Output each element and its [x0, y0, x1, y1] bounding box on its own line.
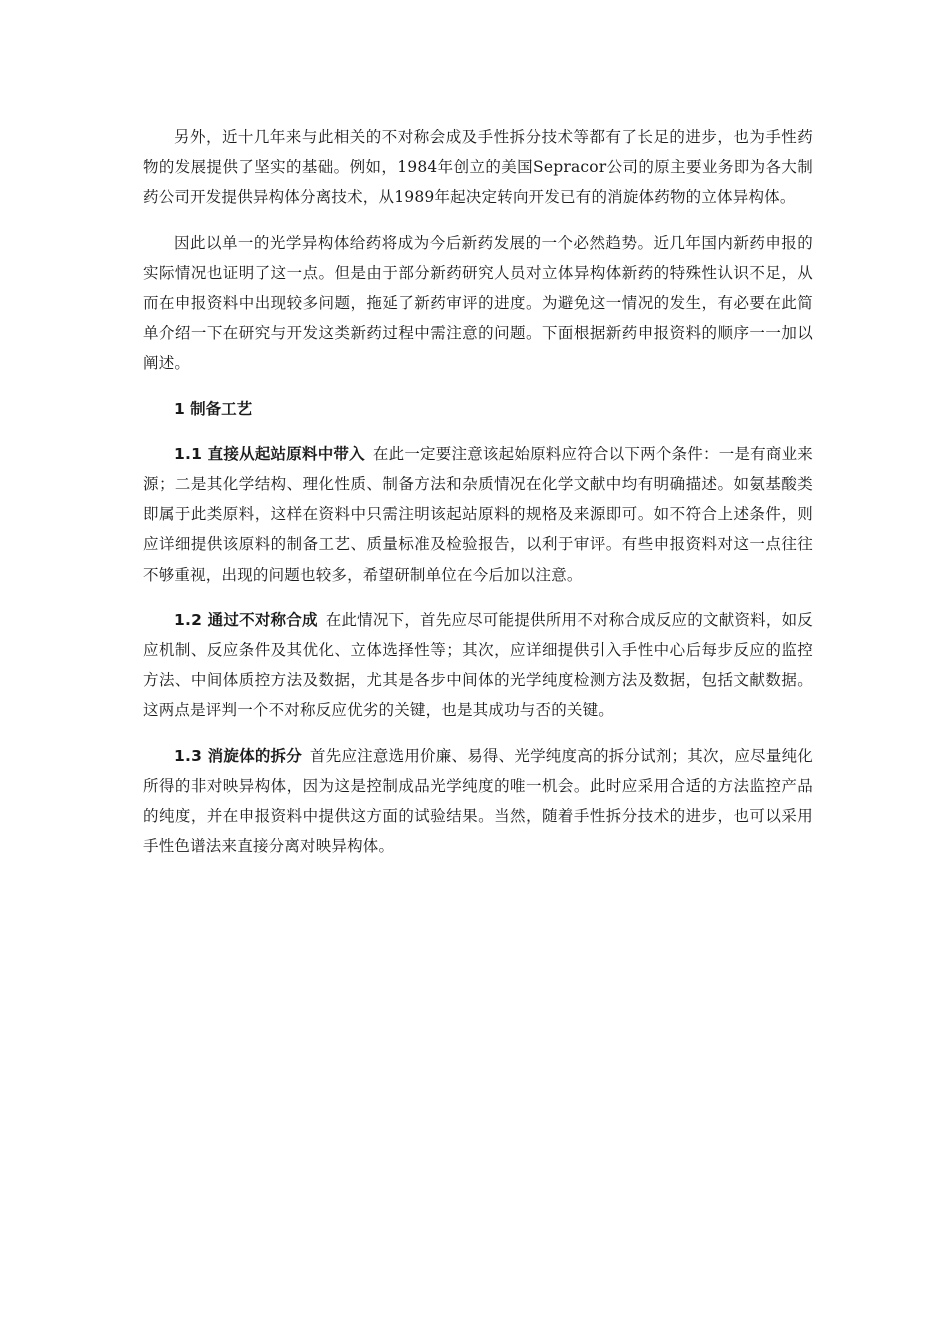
- subsection-title: 1.2 通过不对称合成: [174, 610, 318, 629]
- subsection-title: 1.1 直接从起站原料中带入: [174, 444, 365, 463]
- subsection-1-1: [143, 439, 813, 590]
- section-heading: 1 制备工艺: [174, 399, 253, 418]
- subsection-1-3: [143, 741, 813, 862]
- subsection-body: 在此一定要注意该起始原料应符合以下两个条件：一是有商业来源；二是其化学结构、理化性质、制备方法和杂质情况在化学文献中均有明确描述。如氨基酸类即属于此类原料，这样在资料中只需注明该起站原料的规格及来源即可。如不符合上述条件，则应详细提供该原料的制备工艺、质量标准及检验报告，以利于审评。有些申报资料对这一点往往不够重视，出现的问题也较多，希望研制单位在今后加以注意。: [143, 444, 813, 584]
- paragraph-trend: 因此以单一的光学异构体给药将成为今后新药发展的一个必然趋势。近几年国内新药申报的实际情况也证明了这一点。但是由于部分新药研究人员对立体异构体新药的特殊性认识不足，从而在申报资料中出现较多问题，拖延了新药审评的进度。为避免这一情况的发生，有必要在此简单介绍一下在研究与开发这类新药过程中需注意的问题。下面根据新药申报资料的顺序一一加以阐述。: [143, 233, 813, 373]
- subsection-title: 1.3 消旋体的拆分: [174, 746, 302, 765]
- paragraph-intro: 另外，近十几年来与此相关的不对称会成及手性拆分技术等都有了长足的进步，也为手性药物的发展提供了坚实的基础。例如，1984年创立的美国Sepracor公司的原主要业务即为各大制药公司开发提供异构体分离技术，从1989年起决定转向开发已有的消旋体药物的立体异构体。: [143, 128, 813, 207]
- subsection-1-2: [143, 605, 813, 726]
- subsection-body: 在此情况下，首先应尽可能提供所用不对称合成反应的文献资料，如反应机制、反应条件及其优化、立体选择性等；其次，应详细提供引入手性中心后每步反应的监控方法、中间体质控方法及数据，尤其是各步中间体的光学纯度检测方法及数据，包括文献数据。这两点是评判一个不对称反应优劣的关键，也是其成功与否的关键。: [143, 610, 814, 720]
- subsection-body: 首先应注意选用价廉、易得、光学纯度高的拆分试剂；其次，应尽量纯化所得的非对映异构体，因为这是控制成品光学纯度的唯一机会。此时应采用合适的方法监控产品的纯度，并在申报资料中提供这方面的试验结果。当然，随着手性拆分技术的进步，也可以采用手性色谱法来直接分离对映异构体。: [143, 746, 814, 856]
- document-page: [143, 122, 813, 876]
